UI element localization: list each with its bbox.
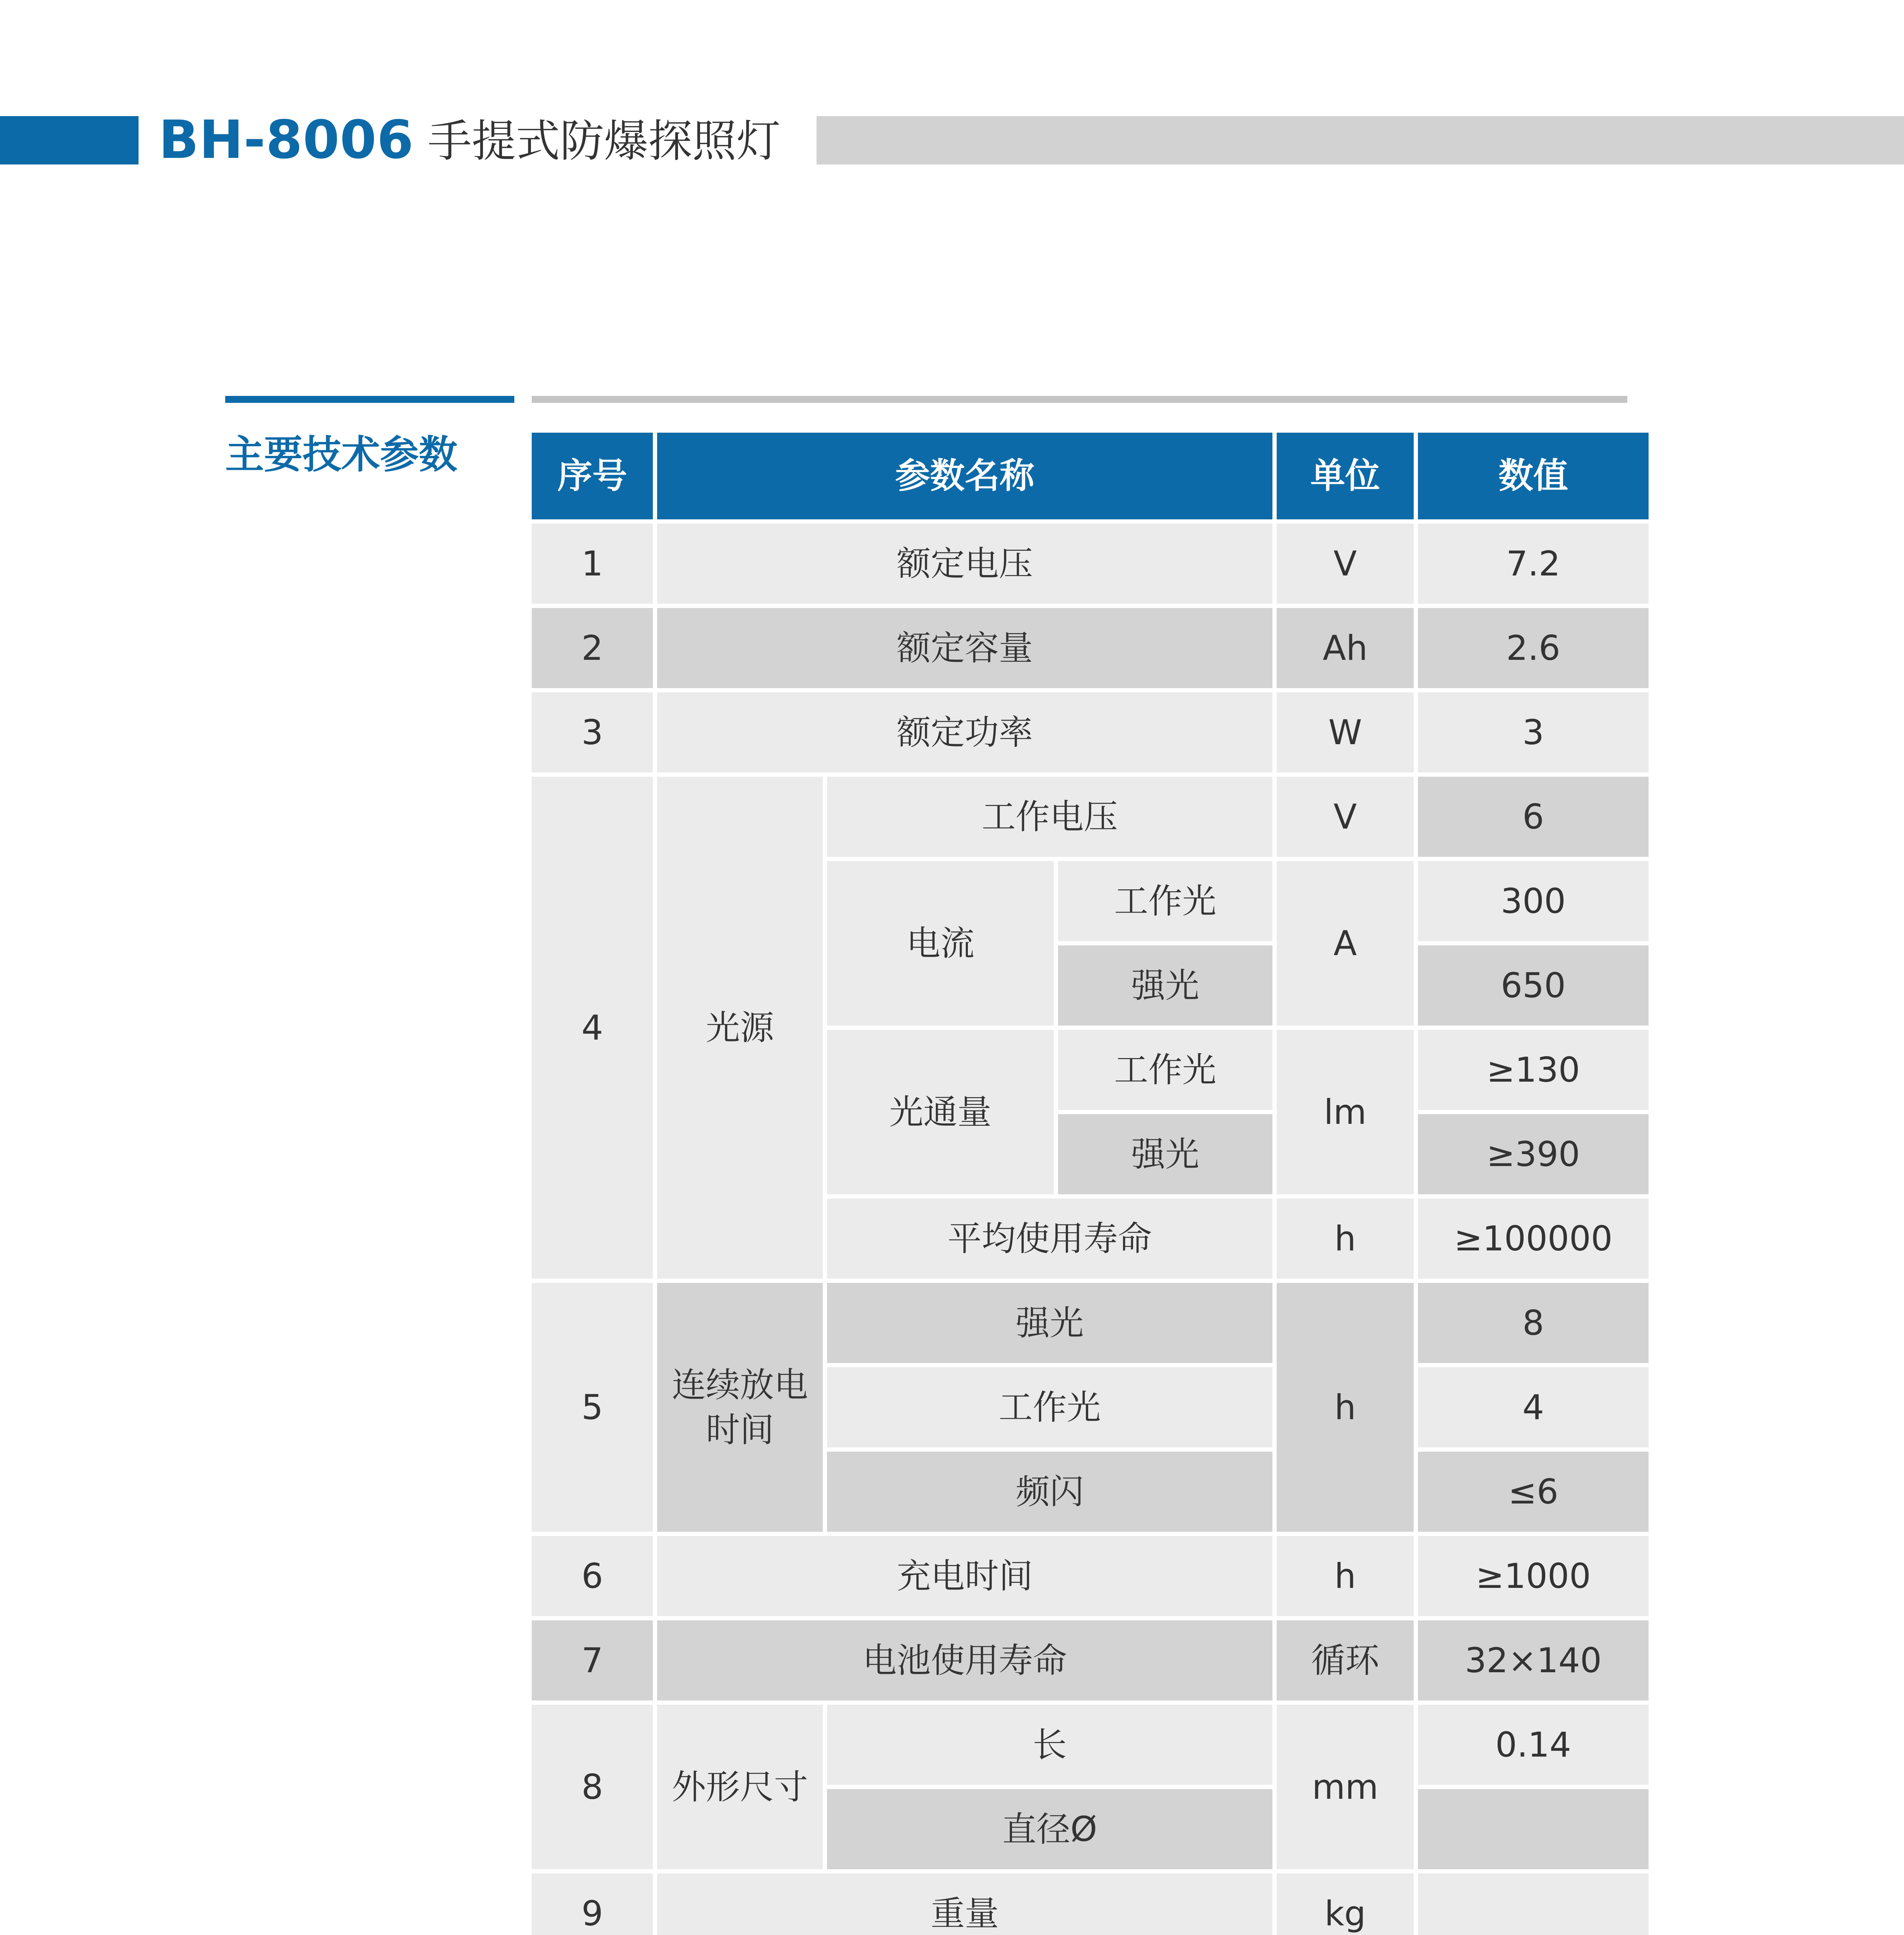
header-param: 参数名称 <box>657 433 1272 519</box>
row5-flash-value: ≤6 <box>1418 1452 1649 1532</box>
product-name: 手提式防爆探照灯 <box>428 115 781 167</box>
row4-life-value: ≥100000 <box>1418 1199 1649 1279</box>
row4-flux-label: 光通量 <box>827 1030 1054 1194</box>
row5-group: 连续放电时间 <box>657 1283 823 1532</box>
row4-working-voltage-label: 工作电压 <box>827 777 1272 857</box>
row3-no: 3 <box>532 692 653 772</box>
section-rule-accent <box>225 396 514 403</box>
row2-unit: Ah <box>1277 608 1414 688</box>
row3-value: 3 <box>1418 692 1649 772</box>
row2-param: 额定容量 <box>657 608 1272 688</box>
row4-flux-work-label: 工作光 <box>1058 1030 1272 1110</box>
spec-table <box>532 433 1627 1935</box>
row9-no: 9 <box>532 1873 653 1935</box>
row4-flux-work-value: ≥130 <box>1418 1030 1649 1110</box>
row4-working-voltage-value: 6 <box>1418 777 1649 857</box>
row9-unit: kg <box>1277 1873 1414 1935</box>
row5-strong-value: 8 <box>1418 1283 1649 1363</box>
section-rule-grey <box>532 396 1627 403</box>
row1-unit: V <box>1277 524 1414 604</box>
header-accent-block <box>0 116 139 164</box>
row3-param: 额定功率 <box>657 692 1272 772</box>
row3-unit: W <box>1277 692 1414 772</box>
row7-param: 电池使用寿命 <box>657 1620 1272 1700</box>
row2-value: 2.6 <box>1418 608 1649 688</box>
row4-current-work-value: 300 <box>1418 861 1649 941</box>
row4-current-strong-value: 650 <box>1418 945 1649 1026</box>
row4-current-strong-label: 强光 <box>1058 945 1272 1026</box>
row5-work-label: 工作光 <box>827 1367 1272 1447</box>
row5-unit: h <box>1277 1283 1414 1532</box>
row9-value <box>1418 1873 1649 1935</box>
section-title: 主要技术参数 <box>225 432 457 477</box>
row7-value: 32×140 <box>1418 1620 1649 1700</box>
row4-group: 光源 <box>657 777 823 1279</box>
row4-flux-unit: lm <box>1277 1030 1414 1194</box>
row6-no: 6 <box>532 1536 653 1616</box>
row1-param: 额定电压 <box>657 524 1272 604</box>
row4-life-unit: h <box>1277 1199 1414 1279</box>
row4-working-voltage-unit: V <box>1277 777 1414 857</box>
row5-work-value: 4 <box>1418 1367 1649 1447</box>
row2-no: 2 <box>532 608 653 688</box>
header-grey-bar <box>817 116 1904 164</box>
row5-flash-label: 频闪 <box>827 1452 1272 1532</box>
row8-no: 8 <box>532 1705 653 1869</box>
row7-unit: 循环 <box>1277 1620 1414 1700</box>
row6-value: ≥1000 <box>1418 1536 1649 1616</box>
product-model: BH-8006 <box>159 110 414 171</box>
row1-value: 7.2 <box>1418 524 1649 604</box>
header-value: 数值 <box>1418 433 1649 519</box>
row7-no: 7 <box>532 1620 653 1700</box>
row4-life-label: 平均使用寿命 <box>827 1199 1272 1279</box>
row4-current-unit: A <box>1277 861 1414 1026</box>
row5-strong-label: 强光 <box>827 1283 1272 1363</box>
row8-length-label: 长 <box>827 1705 1272 1785</box>
row5-no: 5 <box>532 1283 653 1532</box>
row4-flux-strong-value: ≥390 <box>1418 1114 1649 1194</box>
row6-param: 充电时间 <box>657 1536 1272 1616</box>
row8-length-value: 0.14 <box>1418 1705 1649 1785</box>
row4-flux-strong-label: 强光 <box>1058 1114 1272 1194</box>
row8-diameter-label: 直径Ø <box>827 1789 1272 1869</box>
row8-unit: mm <box>1277 1705 1414 1869</box>
row4-current-work-label: 工作光 <box>1058 861 1272 941</box>
header-no: 序号 <box>532 433 653 519</box>
row8-diameter-value <box>1418 1789 1649 1869</box>
row9-param: 重量 <box>657 1873 1272 1935</box>
row6-unit: h <box>1277 1536 1414 1616</box>
header-unit: 单位 <box>1277 433 1414 519</box>
row8-group: 外形尺寸 <box>657 1705 823 1869</box>
row4-no: 4 <box>532 777 653 1279</box>
row4-current-label: 电流 <box>827 861 1054 1026</box>
row1-no: 1 <box>532 524 653 604</box>
